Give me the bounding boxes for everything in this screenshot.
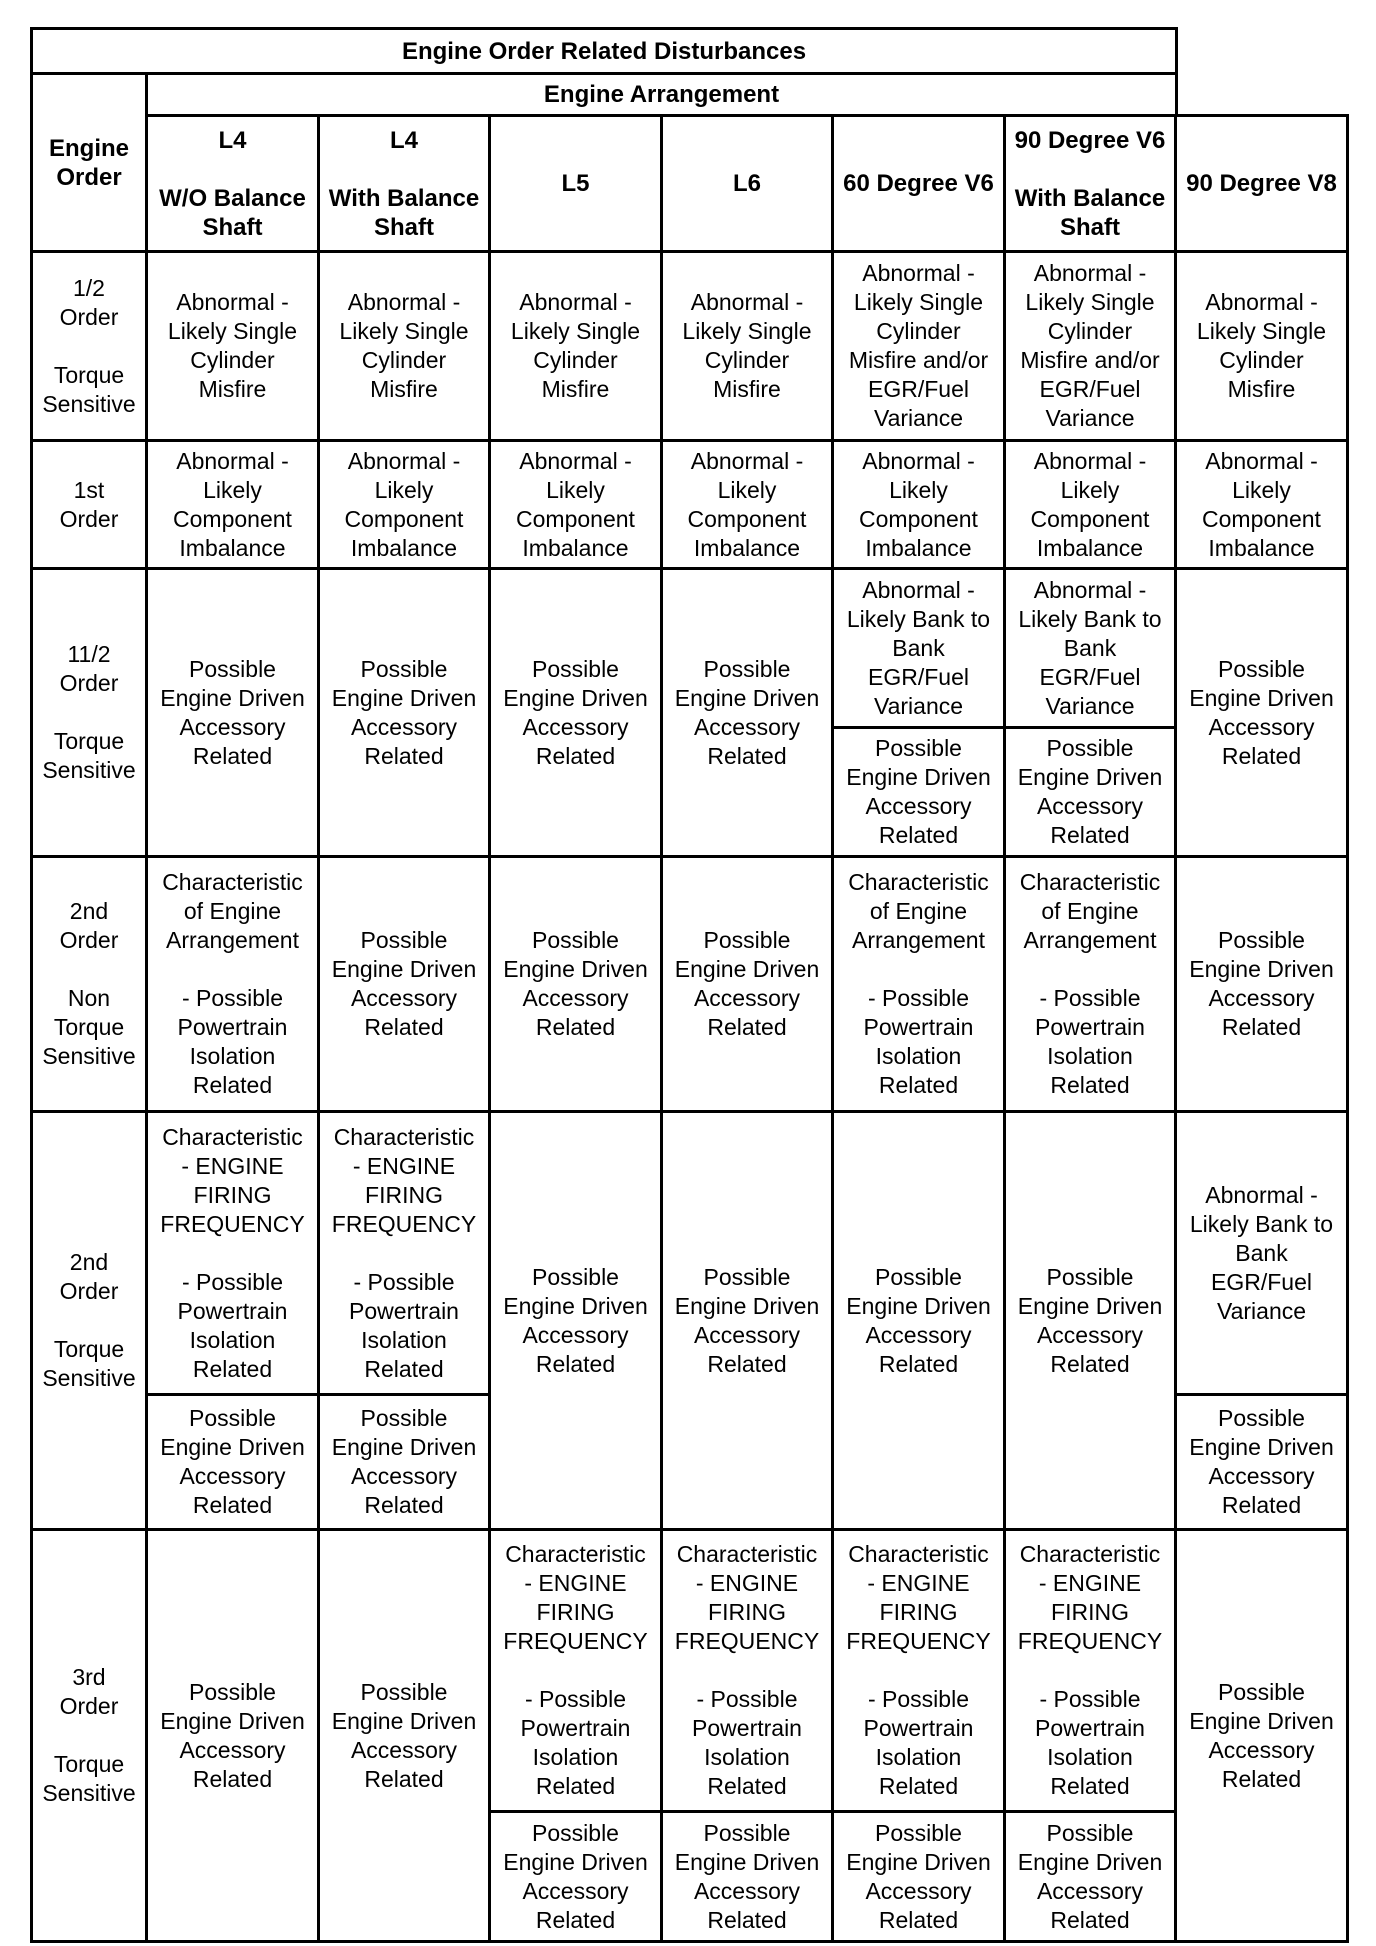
table-cell-text: Possible Engine Driven Accessory Related <box>674 655 820 769</box>
table-cell <box>488 567 663 858</box>
table-cell-text: Possible Engine Driven Accessory Related <box>331 1678 477 1792</box>
table-cell-text: Abnormal - Likely Component Imbalance <box>516 447 635 561</box>
column-header-text: 90 Degree V8 <box>1186 170 1337 197</box>
table-cell-text: Characteristic of Engine Arrangement - Possible Powertrain Isolation Related <box>848 869 989 1098</box>
table-cell <box>488 439 663 570</box>
table-cell-text: Abnormal - Likely Single Cylinder Misfire <box>167 289 298 402</box>
table-cell <box>488 855 663 1113</box>
table-cell <box>660 1810 834 1943</box>
table-cell <box>1174 439 1349 570</box>
table-cell <box>1003 567 1177 729</box>
table-cell <box>145 567 320 858</box>
table-cell-text: Possible Engine Driven Accessory Related <box>160 1405 305 1518</box>
table-cell-text: Characteristic - ENGINE FIRING FREQUENCY - Possible Powertrain Isolation Related <box>1017 1541 1163 1799</box>
column-header <box>317 114 491 253</box>
table-cell <box>145 855 320 1113</box>
table-cell <box>145 1393 320 1531</box>
table-cell <box>488 1810 663 1943</box>
table-cell <box>1174 855 1349 1113</box>
column-header <box>831 114 1006 253</box>
table-cell-text: Possible Engine Driven Accessory Related <box>1189 1678 1334 1792</box>
table-cell <box>488 1528 663 1813</box>
table-cell-text: Abnormal - Likely Bank to Bank EGR/Fuel Variance <box>1189 1181 1334 1324</box>
table-cell-text: Abnormal - Likely Component Imbalance <box>1030 447 1150 561</box>
order-label <box>30 439 148 570</box>
order-label-text: 2nd Order Non Torque Sensitive <box>42 898 136 1069</box>
table-cell-text: Abnormal - Likely Component Imbalance <box>687 447 807 561</box>
column-header-text: 60 Degree V6 <box>843 170 994 197</box>
table-cell-text: Possible Engine Driven Accessory Related <box>674 1819 820 1933</box>
table-cell <box>831 250 1006 442</box>
order-label <box>30 250 148 442</box>
table-cell <box>1003 855 1177 1113</box>
table-cell <box>660 439 834 570</box>
arrangement-header <box>145 72 1178 117</box>
table-cell <box>145 1528 320 1943</box>
table-cell <box>1003 439 1177 570</box>
table-cell-text: Abnormal - Likely Component Imbalance <box>1202 447 1321 561</box>
column-header-text: 90 Degree V6 With Balance Shaft <box>1014 126 1166 241</box>
table-cell-text: Possible Engine Driven Accessory Related <box>674 927 820 1040</box>
table-cell <box>831 855 1006 1113</box>
table-cell-text: Possible Engine Driven Accessory Related <box>1189 1405 1334 1518</box>
table-cell-text: Characteristic - ENGINE FIRING FREQUENCY - Possible Powertrain Isolation Related <box>503 1541 648 1799</box>
table-cell <box>1174 250 1349 442</box>
table-cell-text: Possible Engine Driven Accessory Related <box>331 927 477 1040</box>
table-cell <box>831 439 1006 570</box>
table-cell-text: Abnormal - Likely Single Cylinder Misfire <box>1196 289 1327 402</box>
arrangement-header-text: Engine Arrangement <box>543 81 780 108</box>
column-header-text: L6 <box>732 170 761 197</box>
table-cell-text: Characteristic - ENGINE FIRING FREQUENCY - Possible Powertrain Isolation Related <box>674 1541 820 1799</box>
table-cell <box>831 1110 1006 1531</box>
table-cell-text: Possible Engine Driven Accessory Related <box>1189 927 1334 1040</box>
column-header <box>660 114 834 253</box>
table-cell <box>317 1110 491 1396</box>
table-cell-text: Abnormal - Likely Component Imbalance <box>859 447 978 561</box>
order-label <box>30 567 148 858</box>
table-cell-text: Possible Engine Driven Accessory Related <box>846 1819 991 1933</box>
table-cell <box>145 439 320 570</box>
table-cell <box>1003 1110 1177 1531</box>
table-cell-text: Characteristic - ENGINE FIRING FREQUENCY - Possible Powertrain Isolation Related <box>846 1541 991 1799</box>
order-label-text: 2nd Order Torque Sensitive <box>42 1249 136 1391</box>
table-cell <box>317 1393 491 1531</box>
table-cell <box>317 439 491 570</box>
column-header <box>145 114 320 253</box>
table-cell <box>1174 567 1349 858</box>
table-cell-text: Possible Engine Driven Accessory Related <box>846 735 991 848</box>
table-title-text: Engine Order Related Disturbances <box>401 37 807 65</box>
table-cell <box>488 1110 663 1531</box>
column-header <box>488 114 663 253</box>
column-header <box>1003 114 1177 253</box>
table-cell <box>660 567 834 858</box>
table-cell-text: Characteristic - ENGINE FIRING FREQUENCY - Possible Powertrain Isolation Related <box>331 1123 477 1382</box>
order-label <box>30 1528 148 1943</box>
table-cell-text: Abnormal - Likely Bank to Bank EGR/Fuel Variance <box>846 576 991 719</box>
column-header <box>1174 114 1349 253</box>
table-cell <box>1003 1528 1177 1813</box>
table-cell-text: Possible Engine Driven Accessory Related <box>160 1678 305 1792</box>
table-cell-text: Characteristic - ENGINE FIRING FREQUENCY - Possible Powertrain Isolation Related <box>160 1123 305 1382</box>
table-cell-text: Possible Engine Driven Accessory Related <box>503 655 648 769</box>
table-cell-text: Abnormal - Likely Component Imbalance <box>344 447 464 561</box>
column-header-text: L5 <box>561 170 590 197</box>
order-label <box>30 855 148 1113</box>
engine-order-header-text: Engine Order <box>48 134 129 191</box>
table-cell <box>317 1528 491 1943</box>
table-cell <box>145 1110 320 1396</box>
table-cell <box>660 855 834 1113</box>
table-cell-text: Abnormal - Likely Component Imbalance <box>173 447 292 561</box>
engine-order-header <box>30 72 148 253</box>
table-title <box>30 27 1178 75</box>
table-cell <box>145 250 320 442</box>
table-cell <box>317 855 491 1113</box>
table-cell-text: Possible Engine Driven Accessory Related <box>1189 655 1334 769</box>
table-cell-text: Possible Engine Driven Accessory Related <box>1017 1263 1163 1377</box>
table-cell <box>660 1528 834 1813</box>
table-cell-text: Abnormal - Likely Single Cylinder Misfire and/or EGR/Fuel Variance <box>848 260 989 431</box>
order-label-text: 11/2 Order Torque Sensitive <box>42 641 136 783</box>
table-cell <box>1174 1528 1349 1943</box>
table-cell <box>831 1528 1006 1813</box>
table-cell <box>1174 1393 1349 1531</box>
table-cell <box>660 1110 834 1531</box>
table-cell <box>1003 1810 1177 1943</box>
table-cell-text: Possible Engine Driven Accessory Related <box>503 1263 648 1377</box>
table-cell <box>1003 726 1177 858</box>
order-label-text: 3rd Order Torque Sensitive <box>42 1664 136 1806</box>
table-cell-text: Abnormal - Likely Single Cylinder Misfire <box>339 289 469 402</box>
table-cell <box>317 567 491 858</box>
table-cell-text: Possible Engine Driven Accessory Related <box>331 655 477 769</box>
order-label-text: 1/2 Order Torque Sensitive <box>42 274 136 417</box>
table-cell-text: Abnormal - Likely Single Cylinder Misfire <box>682 289 812 402</box>
table-cell <box>317 250 491 442</box>
table-cell <box>488 250 663 442</box>
table-cell <box>831 1810 1006 1943</box>
table-cell-text: Possible Engine Driven Accessory Related <box>503 927 648 1040</box>
column-header-text: L4 W/O Balance Shaft <box>159 126 306 241</box>
table-cell-text: Characteristic of Engine Arrangement - Possible Powertrain Isolation Related <box>162 869 303 1098</box>
table-cell-text: Possible Engine Driven Accessory Related <box>674 1263 820 1377</box>
table-cell-text: Possible Engine Driven Accessory Related <box>1017 1819 1163 1933</box>
column-header-text: L4 With Balance Shaft <box>328 126 480 241</box>
table-cell-text: Possible Engine Driven Accessory Related <box>160 655 305 769</box>
order-label <box>30 1110 148 1531</box>
table-cell-text: Abnormal - Likely Single Cylinder Misfire <box>510 289 641 402</box>
table-cell-text: Possible Engine Driven Accessory Related <box>1017 735 1163 848</box>
table-cell-text: Characteristic of Engine Arrangement - Possible Powertrain Isolation Related <box>1019 869 1161 1098</box>
table-cell-text: Possible Engine Driven Accessory Related <box>331 1405 477 1518</box>
table-cell <box>1003 250 1177 442</box>
table-cell-text: Possible Engine Driven Accessory Related <box>503 1819 648 1933</box>
table-cell-text: Abnormal - Likely Bank to Bank EGR/Fuel Variance <box>1018 576 1162 719</box>
table-cell-text: Possible Engine Driven Accessory Related <box>846 1263 991 1377</box>
table-cell <box>831 567 1006 729</box>
table-cell-text: Abnormal - Likely Single Cylinder Misfire and/or EGR/Fuel Variance <box>1020 260 1160 431</box>
table-cell <box>1174 1110 1349 1396</box>
table-cell <box>660 250 834 442</box>
order-label-text: 1st Order <box>59 476 119 532</box>
table-cell <box>831 726 1006 858</box>
